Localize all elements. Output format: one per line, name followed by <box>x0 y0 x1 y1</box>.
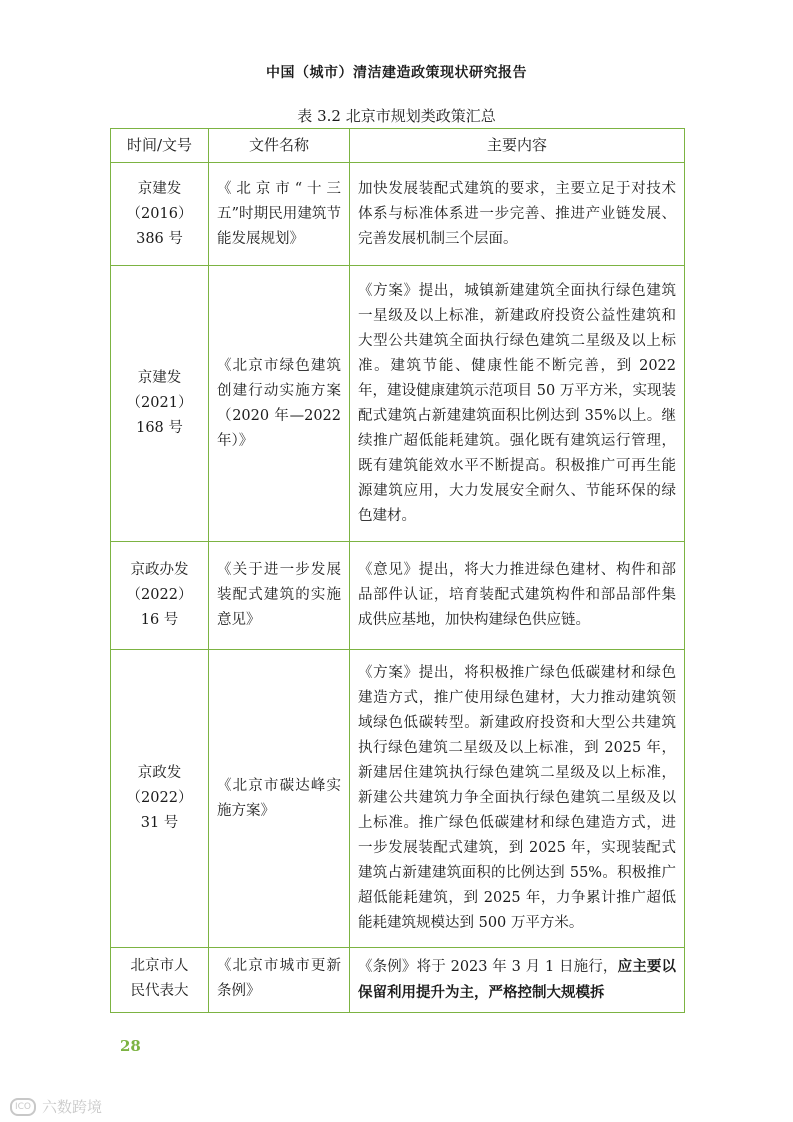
watermark-logo-icon: ICO <box>10 1098 36 1116</box>
table-row <box>111 542 685 650</box>
table-header-row <box>111 129 685 163</box>
content-normal-text: 《条例》将于 2023 年 3 月 1 日施行， <box>358 959 618 975</box>
column-header-doc-no: 时间/文号 <box>111 129 209 163</box>
page-number: 28 <box>120 1037 141 1055</box>
table-row <box>111 163 685 266</box>
file-name-cell: 《北京市“十三五”时期民用建筑节能发展规划》 <box>209 163 350 266</box>
doc-no-cell: 北京市人 民代表大 <box>111 948 209 1013</box>
content-cell: 加快发展装配式建筑的要求，主要立足于对技术体系与标准体系进一步完善、推进产业链发展、完善发展机制三个层面。 <box>350 163 685 266</box>
watermark <box>10 1096 102 1117</box>
table-row <box>111 266 685 542</box>
doc-no-cell: 京政发 （2022） 31 号 <box>111 650 209 948</box>
content-cell: 《方案》提出，城镇新建建筑全面执行绿色建筑一星级及以上标准，新建政府投资公益性建筑和大型公共建筑全面执行绿色建筑二星级及以上标准。建筑节能、健康性能不断完善，到 2022 年，建设健康建筑示范项目 50 万平方米，实现装配式建筑占新建建筑面积比例达到 35%以上。继续推广超低能耗建筑。强化既有建筑运行管理，既有建筑能效水平不断提高。积极推广可再生能源建筑应用，大力发展安全耐久、节能环保的绿色建材。 <box>350 266 685 542</box>
file-name-cell: 《北京市绿色建筑创建行动实施方案（2020 年—2022 年）》 <box>209 266 350 542</box>
content-cell <box>350 948 685 1013</box>
file-name-cell: 《关于进一步发展装配式建筑的实施意见》 <box>209 542 350 650</box>
table-row <box>111 650 685 948</box>
doc-no-cell: 京建发 （2021） 168 号 <box>111 266 209 542</box>
file-name-cell: 《北京市碳达峰实施方案》 <box>209 650 350 948</box>
table-caption: 表 3.2 北京市规划类政策汇总 <box>297 107 496 125</box>
column-header-file-name: 文件名称 <box>209 129 350 163</box>
content-cell: 《意见》提出，将大力推进绿色建材、构件和部品部件认证，培育装配式建筑构件和部品部件集成供应基地，加快构建绿色供应链。 <box>350 542 685 650</box>
policy-table <box>110 128 685 1013</box>
table-row <box>111 948 685 1013</box>
report-header-title: 中国（城市）清洁建造政策现状研究报告 <box>266 65 527 81</box>
doc-no-cell: 京政办发 （2022） 16 号 <box>111 542 209 650</box>
watermark-text: 六数跨境 <box>42 1098 103 1116</box>
content-bold-text: 应主要以保留利用提升为主，严格控制大规模拆 <box>358 958 677 1001</box>
file-name-cell: 《北京市城市更新条例》 <box>209 948 350 1013</box>
doc-no-cell: 京建发 （2016） 386 号 <box>111 163 209 266</box>
column-header-content: 主要内容 <box>350 129 685 163</box>
content-cell: 《方案》提出，将积极推广绿色低碳建材和绿色建造方式，推广使用绿色建材，大力推动建筑领域绿色低碳转型。新建政府投资和大型公共建筑执行绿色建筑二星级及以上标准，到 2025 年，新建居住建筑执行绿色建筑二星级及以上标准，新建公共建筑力争全面执行绿色建筑二星级及以上标准。推广绿色低碳建材和绿色建造方式，进一步发展装配式建筑，到 2025 年，实现装配式建筑占新建建筑面积的比例达到 55%。积极推广超低能耗建筑，到 2025 年，力争累计推广超低能耗建筑规模达到 500 万平方米。 <box>350 650 685 948</box>
